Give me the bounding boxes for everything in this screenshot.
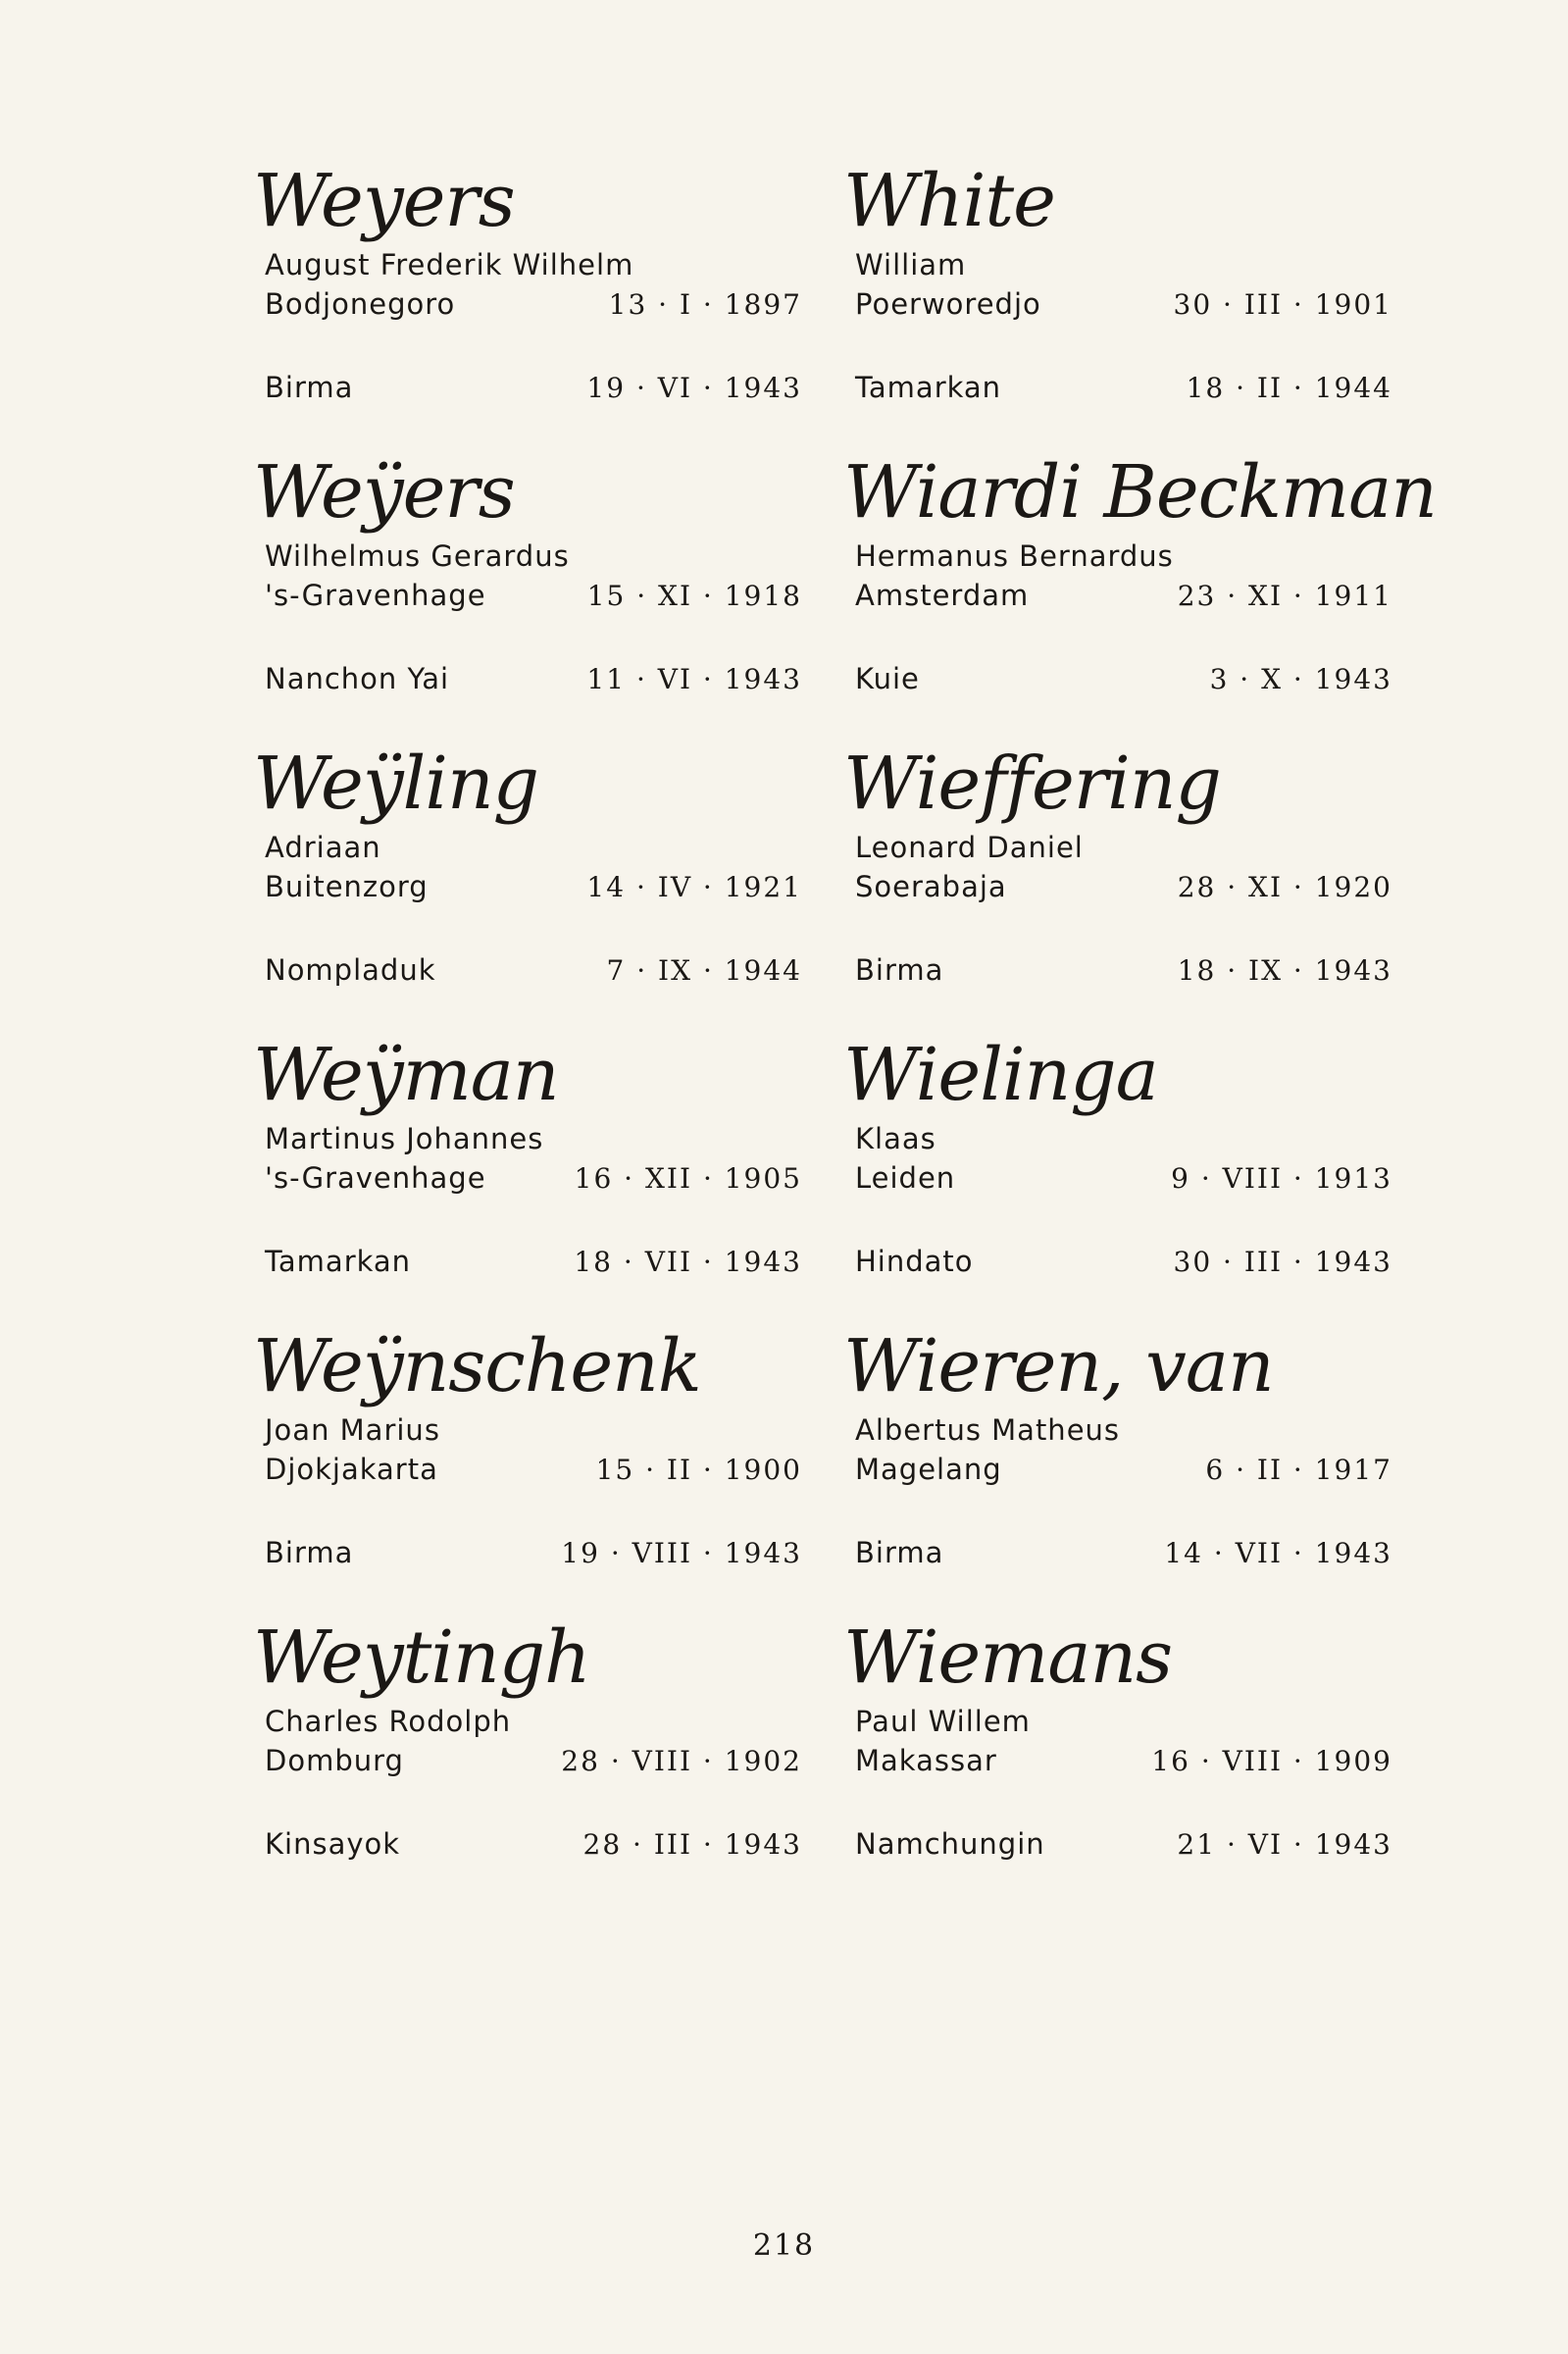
entry (843, 448, 1437, 740)
given-names-row (253, 1119, 802, 1158)
birth-place: 's-Gravenhage (265, 1161, 486, 1195)
birth-place: Amsterdam (855, 579, 1030, 612)
death-place: Kinsayok (265, 1827, 401, 1861)
birth-place: Poerworedjo (855, 287, 1041, 321)
death-date: 19 · VI · 1943 (586, 372, 802, 404)
death-row (253, 950, 802, 991)
surname-heading: Weyers (253, 159, 515, 243)
death-place: Nompladuk (265, 953, 436, 987)
given-names: Albertus Matheus (855, 1413, 1121, 1447)
birth-row (253, 1741, 802, 1781)
entry (843, 740, 1392, 1031)
surname-heading: Wieren, van (843, 1324, 1274, 1408)
entry (253, 157, 802, 448)
entry (843, 157, 1392, 448)
given-names-row (843, 1410, 1392, 1450)
given-names-row (253, 828, 802, 867)
death-row (253, 1533, 802, 1573)
entry (843, 1613, 1392, 1905)
surname-heading: Weytingh (253, 1615, 590, 1700)
birth-date: 9 · VIII · 1913 (1171, 1162, 1392, 1195)
birth-row (843, 576, 1392, 616)
given-names: Adriaan (265, 831, 381, 864)
given-names-row (253, 537, 802, 576)
entry (253, 1031, 802, 1322)
birth-place: Magelang (855, 1453, 1002, 1486)
surname-heading: Weÿling (253, 742, 538, 826)
birth-date: 6 · II · 1917 (1205, 1454, 1392, 1486)
given-names-row (253, 1702, 802, 1741)
birth-date: 15 · II · 1900 (595, 1454, 802, 1486)
death-date: 21 · VI · 1943 (1177, 1828, 1392, 1861)
death-row (843, 950, 1392, 991)
death-row (843, 659, 1392, 699)
surname-heading: Wiardi Beckman (843, 450, 1437, 535)
death-place: Namchungin (855, 1827, 1045, 1861)
right-column (843, 157, 1437, 1905)
death-date: 30 · III · 1943 (1173, 1246, 1392, 1278)
death-place: Nanchon Yai (265, 662, 450, 695)
birth-place: Djokjakarta (265, 1453, 438, 1486)
death-date: 14 · VII · 1943 (1164, 1537, 1392, 1569)
left-column (253, 157, 802, 1905)
birth-row (253, 576, 802, 616)
page-number: 218 (752, 2228, 816, 2263)
birth-date: 14 · IV · 1921 (586, 871, 802, 903)
surname-heading: Wiemans (843, 1615, 1173, 1700)
entry (253, 1613, 802, 1905)
entry (253, 448, 802, 740)
entry (843, 1322, 1392, 1613)
given-names: Leonard Daniel (855, 831, 1084, 864)
birth-row (843, 1741, 1392, 1781)
given-names-row (843, 1702, 1392, 1741)
birth-date: 16 · VIII · 1909 (1151, 1745, 1392, 1777)
entry (253, 1322, 802, 1613)
entry (253, 740, 802, 1031)
given-names: Joan Marius (265, 1413, 440, 1447)
birth-place: Soerabaja (855, 870, 1007, 903)
death-place: Tamarkan (855, 371, 1002, 404)
death-row (843, 1533, 1392, 1573)
given-names: August Frederik Wilhelm (265, 248, 634, 281)
given-names-row (843, 1119, 1392, 1158)
death-place: Birma (265, 1536, 354, 1569)
birth-date: 16 · XII · 1905 (574, 1162, 802, 1195)
death-date: 3 · X · 1943 (1209, 663, 1392, 695)
death-row (253, 1824, 802, 1865)
death-row (843, 368, 1392, 408)
birth-place: 's-Gravenhage (265, 579, 486, 612)
given-names-row (843, 537, 1392, 576)
birth-row (253, 284, 802, 325)
death-place: Birma (265, 371, 354, 404)
surname-heading: White (843, 159, 1055, 243)
birth-row (843, 1158, 1392, 1199)
death-place: Birma (855, 1536, 944, 1569)
given-names: Hermanus Bernardus (855, 539, 1174, 573)
given-names: Martinus Johannes (265, 1122, 544, 1155)
death-row (843, 1824, 1392, 1865)
birth-row (843, 1450, 1392, 1490)
birth-place: Leiden (855, 1161, 956, 1195)
death-place: Hindato (855, 1245, 974, 1278)
birth-row (843, 284, 1392, 325)
entry (843, 1031, 1392, 1322)
given-names-row (843, 828, 1392, 867)
surname-heading: Weÿnschenk (253, 1324, 701, 1408)
death-date: 18 · II · 1944 (1186, 372, 1392, 404)
birth-row (843, 867, 1392, 907)
death-date: 11 · VI · 1943 (586, 663, 802, 695)
birth-place: Makassar (855, 1744, 997, 1777)
death-row (253, 1242, 802, 1282)
given-names: Klaas (855, 1122, 936, 1155)
surname-heading: Weÿman (253, 1033, 559, 1117)
death-date: 7 · IX · 1944 (606, 954, 802, 987)
birth-date: 28 · VIII · 1902 (561, 1745, 802, 1777)
death-place: Tamarkan (265, 1245, 412, 1278)
death-place: Kuie (855, 662, 920, 695)
surname-heading: Wieffering (843, 742, 1221, 826)
given-names-row (253, 1410, 802, 1450)
birth-date: 30 · III · 1901 (1173, 288, 1392, 321)
death-place: Birma (855, 953, 944, 987)
birth-date: 28 · XI · 1920 (1177, 871, 1392, 903)
birth-row (253, 867, 802, 907)
death-date: 18 · VII · 1943 (574, 1246, 802, 1278)
death-row (253, 368, 802, 408)
death-date: 19 · VIII · 1943 (561, 1537, 802, 1569)
birth-date: 13 · I · 1897 (608, 288, 802, 321)
birth-date: 15 · XI · 1918 (586, 580, 802, 612)
birth-row (253, 1158, 802, 1199)
given-names: Wilhelmus Gerardus (265, 539, 570, 573)
death-date: 18 · IX · 1943 (1177, 954, 1392, 987)
given-names: Charles Rodolph (265, 1705, 512, 1738)
death-date: 28 · III · 1943 (582, 1828, 802, 1861)
death-row (253, 659, 802, 699)
birth-row (253, 1450, 802, 1490)
surname-heading: Wielinga (843, 1033, 1158, 1117)
surname-heading: Weÿers (253, 450, 515, 535)
death-row (843, 1242, 1392, 1282)
birth-place: Buitenzorg (265, 870, 429, 903)
birth-place: Bodjonegoro (265, 287, 456, 321)
given-names-row (253, 245, 802, 284)
birth-date: 23 · XI · 1911 (1177, 580, 1392, 612)
birth-place: Domburg (265, 1744, 404, 1777)
given-names: Paul Willem (855, 1705, 1031, 1738)
given-names: William (855, 248, 967, 281)
given-names-row (843, 245, 1392, 284)
